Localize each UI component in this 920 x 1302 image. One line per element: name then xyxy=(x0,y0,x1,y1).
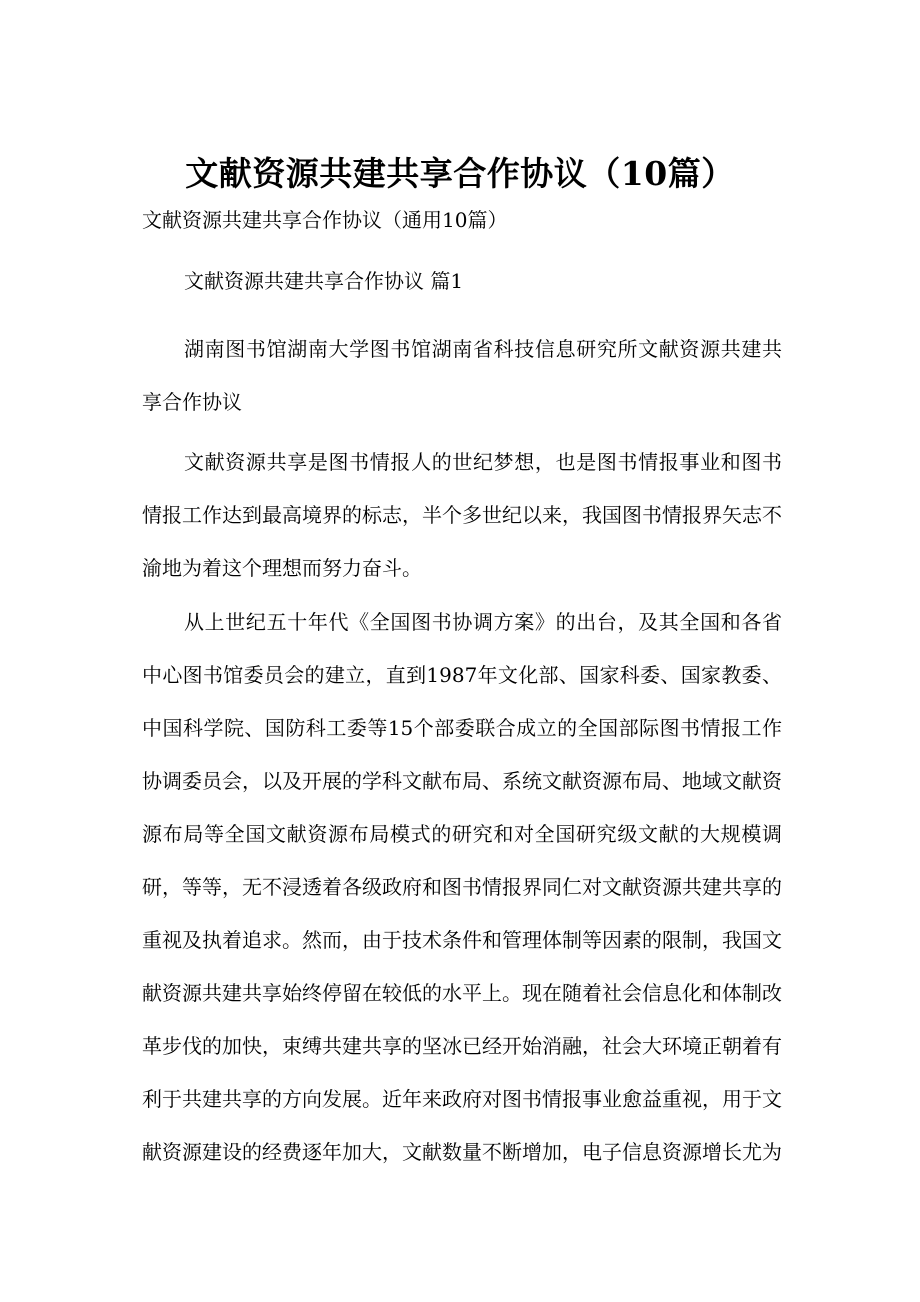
body-paragraph: 文献资源共享是图书情报人的世纪梦想，也是图书情报事业和图书情报工作达到最高境界的标志，半个多世纪以来，我国图书情报界矢志不渝地为着这个理想而努力奋斗。 xyxy=(142,450,782,580)
document-title: 文献资源共建共享合作协议（10篇） xyxy=(185,154,735,193)
agreement-name-paragraph: 湖南图书馆湖南大学图书馆湖南省科技信息研究所文献资源共建共享合作协议 xyxy=(142,337,782,414)
section-heading: 文献资源共建共享合作协议 篇1 xyxy=(184,269,464,293)
document-subtitle: 文献资源共建共享合作协议（通用10篇） xyxy=(142,208,508,232)
body-paragraph: 从上世纪五十年代《全国图书协调方案》的出台，及其全国和各省中心图书馆委员会的建立，直到1987年文化部、国家科委、国家教委、中国科学院、国防科工委等15个部委联合成立的全国部际图书情报工作协调委员会，以及开展的学科文献布局、系统文献资源布局、地域文献资源布局等全国文献资源布局模式的研究和对全国研究级文献的大规模调研，等等，无不浸透着各级政府和图书情报界同仁对文献资源共建共享的重视及执着追求。然而，由于技术条件和管理体制等因素的限制，我国文献资源共建共享始终停留在较低的水平上。现在随着社会信息化和体制改革步伐的加快，束缚共建共享的坚冰已经开始消融，社会大环境正朝着有利于共建共享的方向发展。近年来政府对图书情报事业愈益重视，用于文献资源建设的经费逐年加大，文献数量不断增加，电子信息资源增长尤为 xyxy=(142,610,782,1164)
